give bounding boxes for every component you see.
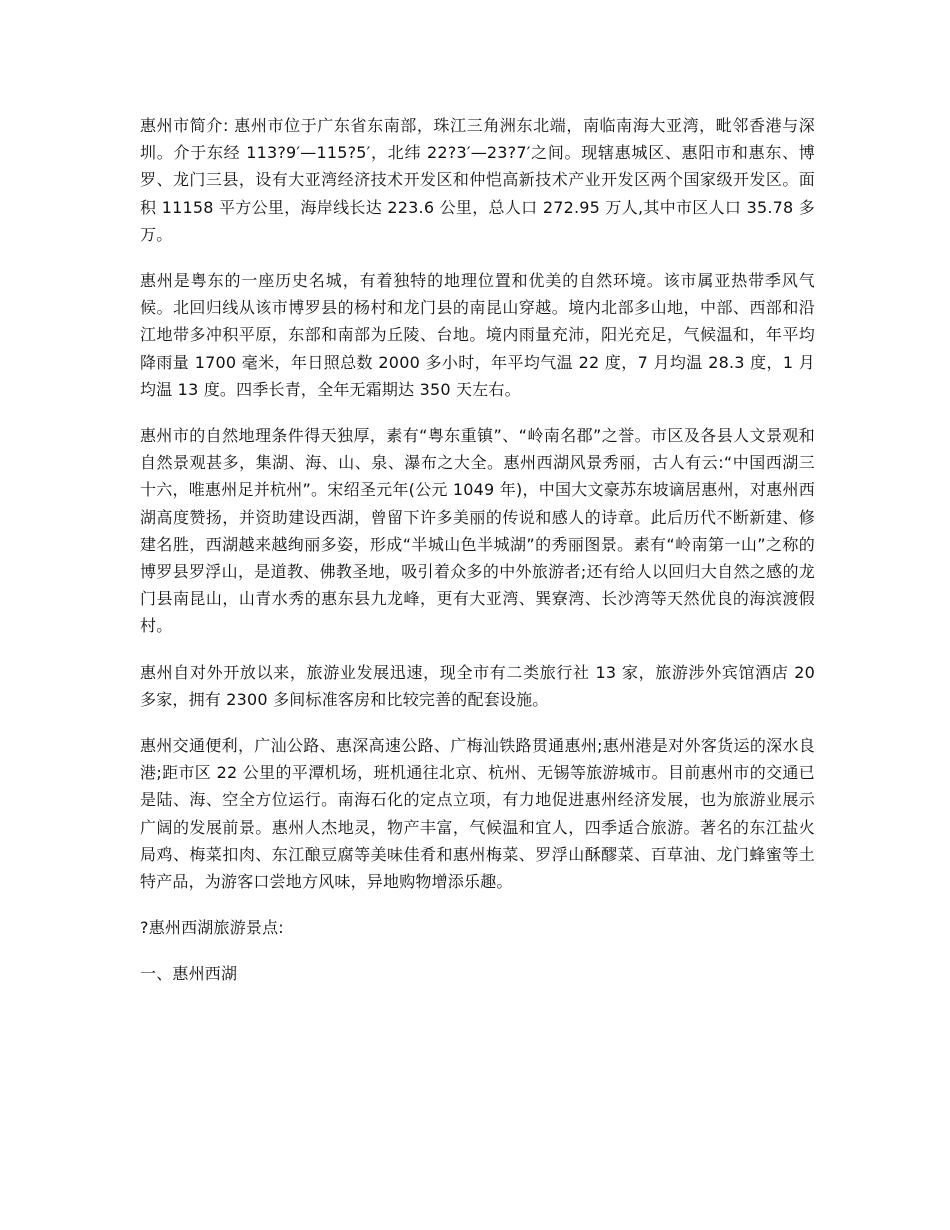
paragraph-tourism: 惠州自对外开放以来，旅游业发展迅速，现全市有二类旅行社 13 家，旅游涉外宾馆酒店 20 多家，拥有 2300 多间标准客房和比较完善的配套设施。 xyxy=(140,662,815,709)
paragraph-transport: 惠州交通便利，广汕公路、惠深高速公路、广梅汕铁路贯通惠州;惠州港是对外客货运的深水良港;距市区 22 公里的平潭机场，班机通往北京、杭州、无锡等旅游城市。目前惠州市的交通已是陆、海、空全方位运行。南海石化的定点立项，有力地促进惠州经济发展，也为旅游业展示广阔的发展前景。惠州人杰地灵，物产丰富，气候温和宜人，四季适合旅游。著名的东江盐火局鸡、梅菜扣肉、东江酿豆腐等美味佳肴和惠州梅菜、罗浮山酥醪菜、百草油、龙门蜂蜜等土特产品，为游客口尝地方风味，异地购物增添乐趣。 xyxy=(140,736,815,892)
paragraph-history-climate: 惠州是粤东的一座历史名城，有着独特的地理位置和优美的自然环境。该市属亚热带季风气候。北回归线从该市博罗县的杨村和龙门县的南昆山穿越。境内北部多山地，中部、西部和沿江地带多冲积平原，东部和南部为丘陵、台地。境内雨量充沛，阳光充足，气候温和，年平均降雨量 1700 毫米，年日照总数 2000 多小时，年平均气温 22 度，7 月均温 28.3 度，1 月均温 13 度。四季长青，全年无霜期达 350 天左右。 xyxy=(140,271,815,399)
paragraph-scenery: 惠州市的自然地理条件得天独厚，素有“粤东重镇”、“岭南名郡”之誉。市区及各县人文景观和自然景观甚多，集湖、海、山、泉、瀑布之大全。惠州西湖风景秀丽，古人有云:“中国西湖三十六，唯惠州足并杭州”。宋绍圣元年(公元 1049 年)，中国大文豪苏东坡谪居惠州，对惠州西湖高度赞扬，并资助建设西湖，曾留下许多美丽的传说和感人的诗章。此后历代不断新建、修建名胜，西湖越来越绚丽多姿，形成“半城山色半城湖”的秀丽图景。素有“岭南第一山”之称的博罗县罗浮山，是道教、佛教圣地，吸引着众多的中外旅游者;还有给人以回归大自然之感的龙门县南昆山，山青水秀的惠东县九龙峰，更有大亚湾、巽寮湾、长沙湾等天然优良的海滨渡假村。 xyxy=(140,426,815,636)
document-page xyxy=(140,112,815,1007)
paragraph-intro: 惠州市简介: 惠州市位于广东省东南部，珠江三角洲东北端，南临南海大亚湾，毗邻香港与深圳。介于东经 113?9′—115?5′，北纬 22?3′—23?7′之间。现辖惠城区、惠阳市和惠东、博罗、龙门三县，设有大亚湾经济技术开发区和仲恺高新技术产业开发区两个国家级开发区。面积 11158 平方公里，海岸线长达 223.6 公里，总人口 272.95 万人,其中市区人口 35.78 多万。 xyxy=(140,116,815,244)
subsection-title: 一、惠州西湖 xyxy=(140,964,238,984)
section-title: ?惠州西湖旅游景点: xyxy=(140,918,284,938)
